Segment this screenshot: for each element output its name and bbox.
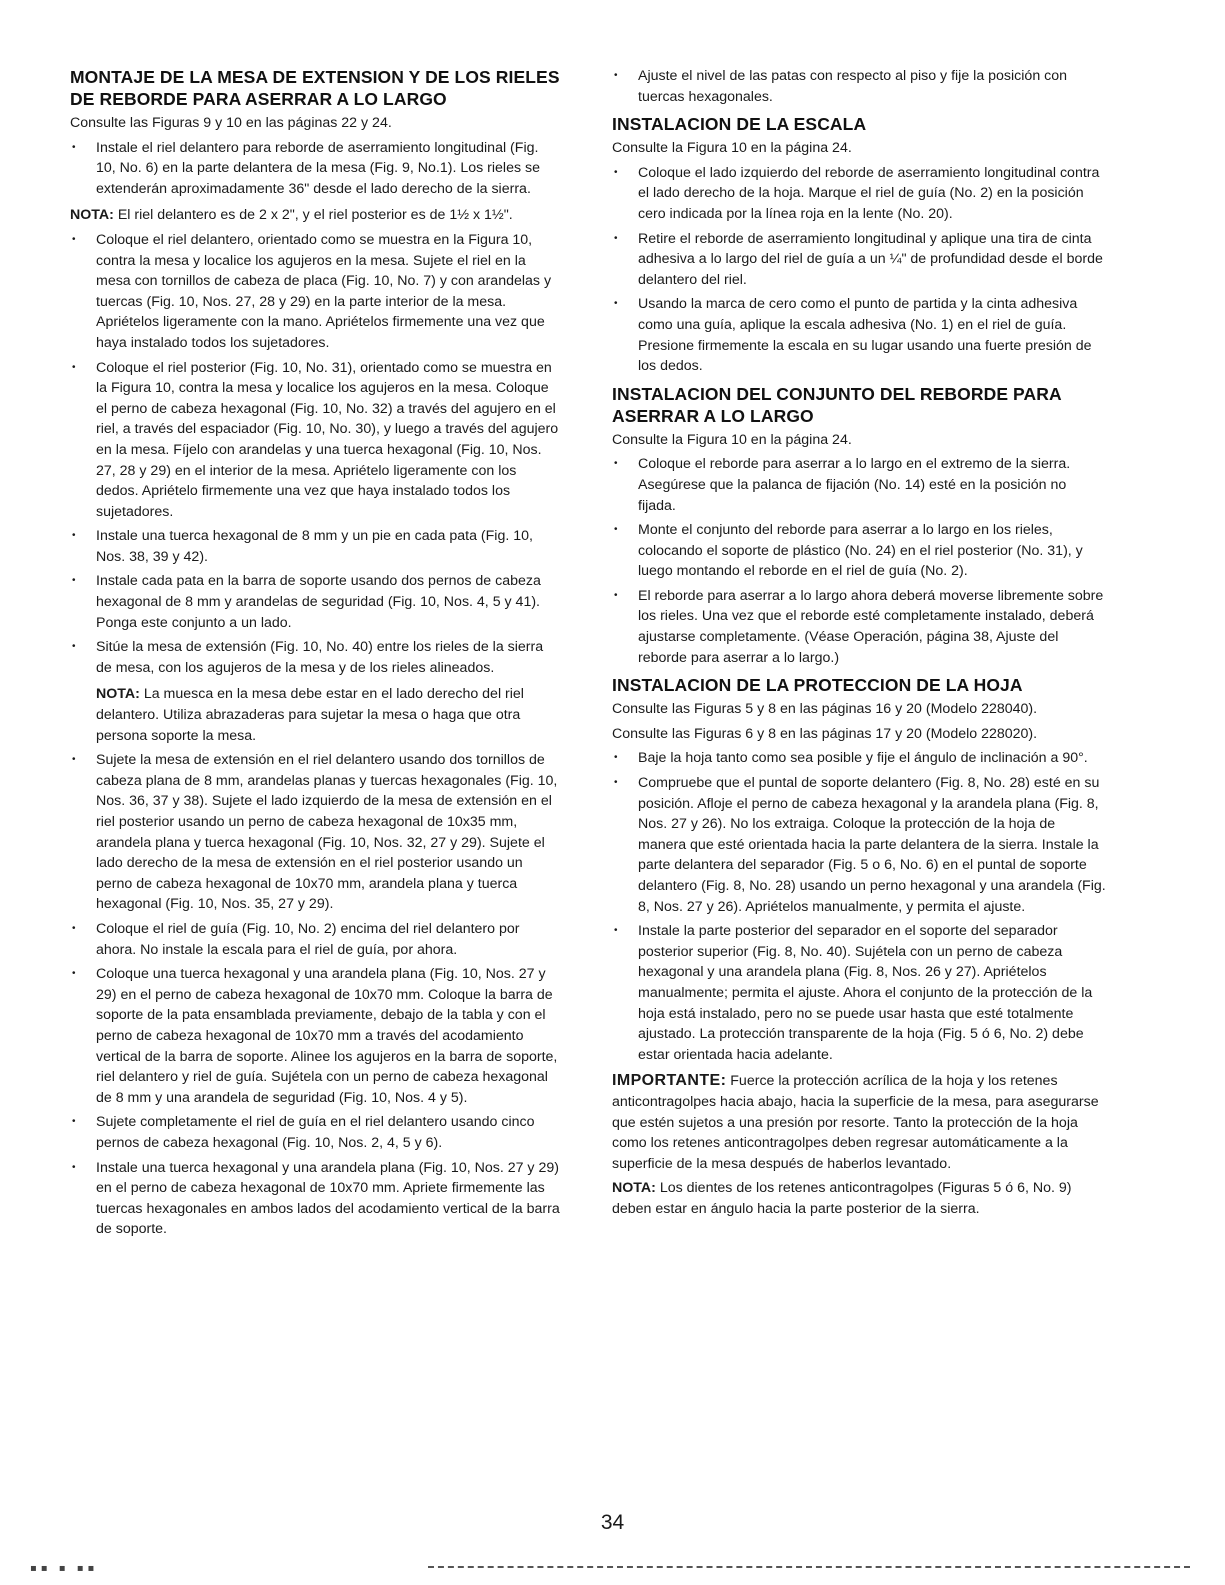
list-item: • Coloque el riel de guía (Fig. 10, No. 2) encima del riel delantero por ahora. No instale la escala para el riel de guía, por ahora. xyxy=(70,919,562,960)
list-item: • Baje la hoja tanto como sea posible y fije el ángulo de inclinación a 90°. xyxy=(612,748,1106,769)
list-item: • Coloque el reborde para aserrar a lo largo en el extremo de la sierra. Asegúrese que la palanca de fijación (No. 14) esté en la posición no fijada. xyxy=(612,454,1106,516)
figure-reference: Consulte las Figuras 5 y 8 en las páginas 16 y 20 (Modelo 228040). xyxy=(612,701,1038,718)
note-text: La muesca en la mesa debe estar en el lado derecho del riel delantero. Utiliza abrazaderas para sujetar la mesa o haga que otra persona soporte la mesa. xyxy=(96,686,524,744)
section-heading-scale: INSTALACION DE LA ESCALA xyxy=(612,114,867,135)
list-item: • Coloque una tuerca hexagonal y una arandela plana (Fig. 10, Nos. 27 y 29) en el perno de cabeza hexagonal de 10x70 mm. Coloque la barra de soporte de la pata ensamblada previamente, debajo de la tabla y con el perno de cabeza hexagonal de 10x70 mm a través del acodamiento vertical de la barra de soporte. Alinee los agujeros en la barra de soporte, riel delantero y riel de guía. Sujétela con un perno de cabeza hexagonal de 8 mm y una arandela de seguridad (Fig. 10, Nos. 4 y 5). xyxy=(70,964,562,1108)
note xyxy=(612,1178,1106,1219)
scan-artifact-marks: ▪▪ ▪ ▪▪ xyxy=(30,1563,99,1574)
list-item: • Instale una tuerca hexagonal y una arandela plana (Fig. 10, Nos. 27 y 29) en el perno de cabeza hexagonal de 10x70 mm. Apriete firmemente las tuercas hexagonales en ambos lados del acodamiento vertical de la barra de soporte. xyxy=(70,1158,562,1240)
note-text: El riel delantero es de 2 x 2", y el riel posterior es de 1½ x 1½". xyxy=(113,207,513,224)
note-label: NOTA: xyxy=(70,207,114,224)
list-item: • Sujete completamente el riel de guía en el riel delantero usando cinco pernos de cabeza hexagonal (Fig. 10, Nos. 2, 4, 5 y 6). xyxy=(70,1112,562,1153)
important-label: IMPORTANTE: xyxy=(612,1072,727,1090)
bullet-list xyxy=(70,230,562,678)
note-text: Los dientes de los retenes anticontragolpes (Figuras 5 ó 6, No. 9) deben estar en ángulo hacia la parte posterior de la sierra. xyxy=(612,1180,1072,1217)
figure-reference: Consulte la Figura 10 en la página 24. xyxy=(612,431,852,448)
note-label: NOTA: xyxy=(96,686,140,703)
list-item: • Ajuste el nivel de las patas con respecto al piso y fije la posición con tuercas hexagonales. xyxy=(612,66,1106,107)
page-number: 34 xyxy=(600,1511,625,1534)
list-item: • Usando la marca de cero como el punto de partida y la cinta adhesiva como una guía, aplique la escala adhesiva (No. 1) en el riel de guía. Presione firmemente la escala en su lugar usando una fuerte presión de los dedos. xyxy=(612,294,1106,376)
list-item: • Instale una tuerca hexagonal de 8 mm y un pie en cada pata (Fig. 10, Nos. 38, 39 y 42). xyxy=(70,526,562,567)
scan-edge-line xyxy=(428,1566,1190,1568)
bullet-list xyxy=(612,163,1106,377)
section-heading-blade-guard: INSTALACION DE LA PROTECCION DE LA HOJA xyxy=(612,675,1023,696)
note-indented xyxy=(70,684,562,746)
note xyxy=(70,205,562,226)
bullet-list xyxy=(70,750,562,1240)
list-item: • El reborde para aserrar a lo largo ahora deberá moverse libremente sobre los rieles. Una vez que el reborde esté completamente instalado, deberá ajustarse completamente. (Véase Operación, página 38, Ajuste del reborde para aserrar a lo largo.) xyxy=(612,586,1106,668)
list-item: • Instale la parte posterior del separador en el soporte del separador posterior superior (Fig. 8, No. 40). Sujétela con un perno de cabeza hexagonal y una arandela plana (Fig. 8, Nos. 26 y 27). Apriételos manualmente; permita el ajuste. Ahora el conjunto de la protección de la hoja está instalado, pero no se puede usar hasta que esté totalmente ajustado. La protección transparente de la hoja (Fig. 5 ó 6, No. 2) debe estar orientada hacia adelante. xyxy=(612,921,1106,1065)
list-item: • Compruebe que el puntal de soporte delantero (Fig. 8, No. 28) esté en su posición. Afloje el perno de cabeza hexagonal y la arandela plana (Fig. 8, Nos. 27 y 26). No los extraiga. Coloque la protección de la hoja de manera que esté orientada hacia la parte delantera de la sierra. Instale la parte delantera del separador (Fig. 5 o 6, No. 6) en el puntal de soporte delantero (Fig. 8, No. 28) usando un perno hexagonal y una arandela (Fig. 8, Nos. 27 y 26). Apriételos manualmente, y permita el ajuste. xyxy=(612,773,1106,917)
left-column xyxy=(70,66,562,1246)
list-item: • Monte el conjunto del reborde para aserrar a lo largo en los rieles, colocando el soporte de plástico (No. 24) en el riel posterior (No. 31), y luego montando el reborde en el riel de guía (No. 2). xyxy=(612,520,1106,582)
important-text: Fuerce la protección acrílica de la hoja y los retenes anticontragolpes hacia abajo, hacia la superficie de la mesa, para asegurarse que estén sujetos a una presión por resorte. Tanto la protección de la hoja como los retenes anticontragolpes deben regresar automáticamente a la superficie de la mesa después de haberlos levantado. xyxy=(612,1073,1099,1172)
bullet-list xyxy=(612,748,1106,1065)
list-item: • Instale cada pata en la barra de soporte usando dos pernos de cabeza hexagonal de 8 mm y arandelas de seguridad (Fig. 10, Nos. 4, 5 y 41). Ponga este conjunto a un lado. xyxy=(70,571,562,633)
list-item: • Coloque el riel delantero, orientado como se muestra en la Figura 10, contra la mesa y localice los agujeros en la mesa. Sujete el riel en la mesa con tornillos de cabeza de placa (Fig. 10, No. 7) y con arandelas y tuercas (Fig. 10, Nos. 27, 28 y 29) en la parte interior de la mesa. Apriételos ligeramente con la mano. Apriételos firmemente una vez que haya instalado todos los sujetadores. xyxy=(70,230,562,354)
figure-reference: Consulte la Figura 10 en la página 24. xyxy=(612,140,852,157)
section-heading-extension-table: MONTAJE DE LA MESA DE EXTENSION Y DE LOS RIELES DE REBORDE PARA ASERRAR A LO LARGO xyxy=(70,67,560,109)
right-column xyxy=(612,66,1106,1224)
bullet-list xyxy=(70,138,562,200)
list-item: • Sitúe la mesa de extensión (Fig. 10, No. 40) entre los rieles de la sierra de mesa, con los agujeros de la mesa y de los rieles alineados. xyxy=(70,637,562,678)
important-note xyxy=(612,1071,1106,1174)
note-label: NOTA: xyxy=(612,1180,656,1197)
bullet-list xyxy=(612,454,1106,668)
list-item: • Instale el riel delantero para reborde de aserramiento longitudinal (Fig. 10, No. 6) en la parte delantera de la mesa (Fig. 9, No.1). Los rieles se extenderán aproximadamente 36" desde el lado derecho de la sierra. xyxy=(70,138,562,200)
section-heading-rip-fence: INSTALACION DEL CONJUNTO DEL REBORDE PARA ASERRAR A LO LARGO xyxy=(612,383,1062,426)
list-item: • Sujete la mesa de extensión en el riel delantero usando dos tornillos de cabeza plana de 8 mm, arandelas planas y tuercas hexagonales (Fig. 10, Nos. 36, 37 y 38). Sujete el lado izquierdo de la mesa de extensión en el riel posterior usando un perno de cabeza hexagonal de 10x35 mm, arandela plana y tuerca hexagonal (Fig. 10, Nos. 32, 27 y 29). Sujete el lado derecho de la mesa de extensión en el riel posterior usando un perno de cabeza hexagonal de 10x70 mm, arandela plana y tuerca hexagonal (Fig. 10, Nos. 35, 27 y 29). xyxy=(70,750,562,915)
figure-reference: Consulte las Figuras 9 y 10 en las páginas 22 y 24. xyxy=(70,115,392,131)
bullet-list xyxy=(612,66,1106,107)
list-item: • Coloque el riel posterior (Fig. 10, No. 31), orientado como se muestra en la Figura 10, contra la mesa y localice los agujeros en la mesa. Coloque el perno de cabeza hexagonal (Fig. 10, No. 32) a través del agujero en el riel, a través del espaciador (Fig. 10, No. 30), y luego a través del agujero en la mesa. Fíjelo con arandelas y una tuerca hexagonal (Fig. 10, Nos. 27, 28 y 29) en el interior de la mesa. Apriételo ligeramente con los dedos. Apriételo firmemente una vez que haya instalado todos los sujetadores. xyxy=(70,358,562,523)
list-item: • Coloque el lado izquierdo del reborde de aserramiento longitudinal contra el lado derecho de la hoja. Marque el riel de guía (No. 2) en la posición cero indicada por la línea roja en la lente (No. 20). xyxy=(612,163,1106,225)
list-item: • Retire el reborde de aserramiento longitudinal y aplique una tira de cinta adhesiva a lo largo del riel de guía a un ¼" de profundidad desde el borde delantero del riel. xyxy=(612,229,1106,291)
figure-reference: Consulte las Figuras 6 y 8 en las páginas 17 y 20 (Modelo 228020). xyxy=(612,725,1038,742)
